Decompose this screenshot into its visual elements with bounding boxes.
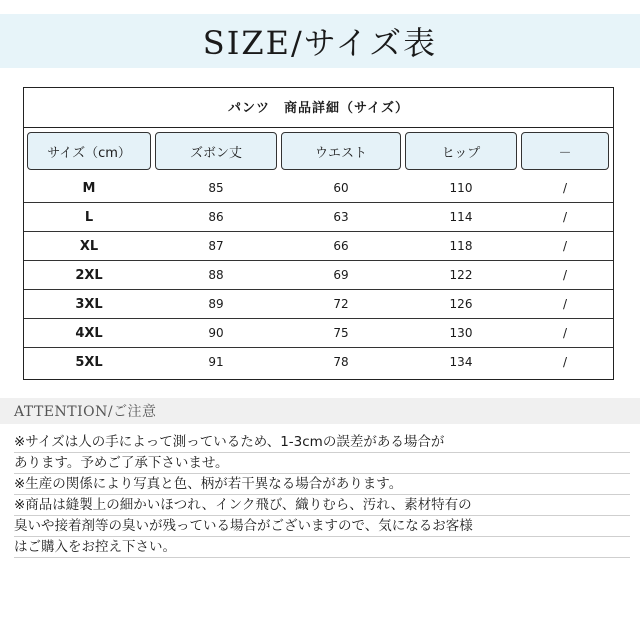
note-line: はご購入をお控え下さい。 (14, 537, 630, 558)
note-line: 臭いや接着剤等の臭いが残っている場合がございますので、気になるお客様 (14, 516, 630, 537)
cell-extra: / (562, 268, 568, 282)
attention-heading: ATTENTION/ご注意 (14, 404, 157, 420)
header-waist: ウエスト (281, 132, 401, 170)
header-hip: ヒップ (405, 132, 517, 170)
cell-hip: 134 (449, 355, 473, 369)
attention-notes (14, 432, 630, 558)
cell-hip: 122 (449, 268, 473, 282)
cell-extra: / (562, 239, 568, 253)
note-line: ※生産の関係により写真と色、柄が若干異なる場合があります。 (14, 474, 630, 495)
cell-hip: 118 (449, 239, 473, 253)
cell-hip: 126 (449, 297, 473, 311)
cell-waist: 63 (333, 210, 349, 224)
cell-size: 4XL (75, 325, 103, 341)
cell-hip: 114 (449, 210, 473, 224)
table-row (24, 319, 613, 348)
table-row (24, 232, 613, 261)
table-caption: パンツ 商品詳細（サイズ） (228, 101, 409, 116)
cell-length: 90 (208, 326, 224, 340)
cell-hip: 110 (449, 181, 473, 195)
table-row (24, 348, 613, 377)
table-row (24, 174, 613, 203)
table-header (24, 132, 613, 170)
cell-extra: / (562, 210, 568, 224)
cell-size: XL (79, 238, 99, 254)
title-band (0, 14, 640, 68)
cell-length: 91 (208, 355, 224, 369)
cell-waist: 69 (333, 268, 349, 282)
table-row (24, 290, 613, 319)
cell-length: 86 (208, 210, 224, 224)
table-row (24, 203, 613, 232)
header-extra: － (521, 132, 609, 170)
note-line: ※サイズは人の手によって測っているため、1-3cmの誤差がある場合が (14, 432, 630, 453)
cell-extra: / (562, 355, 568, 369)
cell-extra: / (562, 326, 568, 340)
note-line: あります。予めご了承下さいませ。 (14, 453, 630, 474)
cell-waist: 60 (333, 181, 349, 195)
cell-waist: 75 (333, 326, 349, 340)
table-row (24, 261, 613, 290)
cell-length: 89 (208, 297, 224, 311)
header-size: サイズ（cm） (27, 132, 151, 170)
cell-length: 87 (208, 239, 224, 253)
cell-extra: / (562, 181, 568, 195)
cell-length: 85 (208, 181, 224, 195)
cell-size: M (82, 180, 96, 196)
cell-size: L (84, 209, 94, 225)
cell-waist: 78 (333, 355, 349, 369)
cell-hip: 130 (449, 326, 473, 340)
attention-band (0, 398, 640, 424)
cell-extra: / (562, 297, 568, 311)
size-table (23, 87, 614, 380)
cell-length: 88 (208, 268, 224, 282)
cell-waist: 72 (333, 297, 349, 311)
cell-size: 5XL (75, 354, 103, 370)
header-length: ズボン丈 (155, 132, 277, 170)
note-line: ※商品は縫製上の細かいほつれ、インク飛び、織りむら、汚れ、素材特有の (14, 495, 630, 516)
caption-divider (24, 127, 613, 128)
cell-size: 3XL (75, 296, 103, 312)
cell-waist: 66 (333, 239, 349, 253)
cell-size: 2XL (75, 267, 103, 283)
page-title: SIZE/サイズ表 (202, 24, 438, 62)
